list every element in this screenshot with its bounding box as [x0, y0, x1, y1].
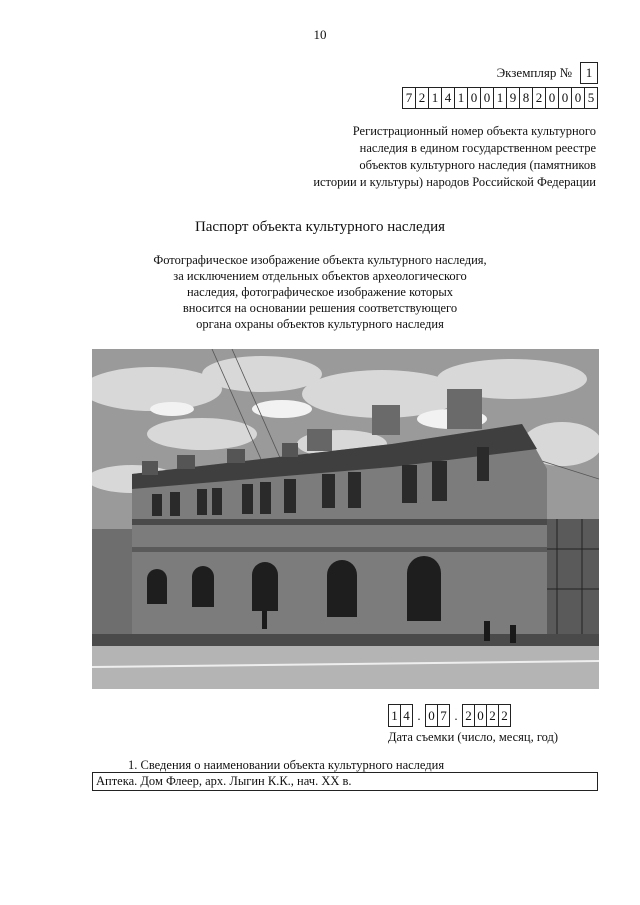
passport-title: Паспорт объекта культурного наследия [194, 219, 446, 235]
regnum-digit: 0 [481, 87, 494, 109]
date-year-digit: 2 [487, 704, 499, 727]
caption-line: органа охраны объектов культурного наследия [196, 317, 444, 331]
regnum-digit: 1 [494, 87, 507, 109]
regnum-digit: 2 [416, 87, 429, 109]
regnum-digit: 8 [520, 87, 533, 109]
regnum-digit: 0 [546, 87, 559, 109]
registration-caption [276, 123, 596, 191]
regnum-digit: 1 [429, 87, 442, 109]
copy-number-cell: 1 [580, 62, 598, 84]
caption-line: наследия в едином государственном реестре [359, 141, 596, 155]
copy-number-row [497, 62, 598, 84]
caption-line: за исключением отдельных объектов археологического [173, 269, 467, 283]
date-day-digit: 1 [388, 704, 401, 727]
date-month-digit: 0 [425, 704, 438, 727]
date-separator: . [417, 707, 421, 723]
date-day-digit: 4 [401, 704, 413, 727]
date-month-digit: 7 [438, 704, 450, 727]
regnum-digit: 2 [533, 87, 546, 109]
regnum-digit: 1 [455, 87, 468, 109]
date-year-digit: 0 [475, 704, 487, 727]
registration-number [402, 87, 598, 109]
date-year-digit: 2 [462, 704, 475, 727]
caption-line: истории и культуры) народов Российской Федерации [313, 175, 596, 189]
caption-line: Фотографическое изображение объекта культурного наследия, [153, 253, 487, 267]
date-separator: . [454, 707, 458, 723]
regnum-digit: 0 [559, 87, 572, 109]
regnum-digit: 4 [442, 87, 455, 109]
building-photo [92, 349, 599, 689]
regnum-digit: 9 [507, 87, 520, 109]
date-year-digit: 2 [499, 704, 511, 727]
shoot-date-caption: Дата съемки (число, месяц, год) [388, 730, 559, 744]
regnum-digit: 7 [402, 87, 416, 109]
regnum-digit: 5 [585, 87, 598, 109]
section-1-heading: 1. Сведения о наименовании объекта культурного наследия [128, 758, 445, 772]
regnum-digit: 0 [572, 87, 585, 109]
caption-line: объектов культурного наследия (памятников [359, 158, 596, 172]
page-number: 10 [313, 27, 327, 42]
caption-line: Регистрационный номер объекта культурного [352, 124, 596, 138]
photo-caption [0, 252, 640, 332]
copy-label: Экземпляр № [496, 65, 572, 80]
caption-line: наследия, фотографическое изображение которых [186, 285, 454, 299]
object-name-field: Аптека. Дом Флеер, арх. Лыгин К.К., нач. XX в. [92, 772, 598, 791]
shoot-date-cells [388, 704, 511, 727]
caption-line: вносится на основании решения соответствующего [182, 301, 458, 315]
regnum-digit: 0 [468, 87, 481, 109]
